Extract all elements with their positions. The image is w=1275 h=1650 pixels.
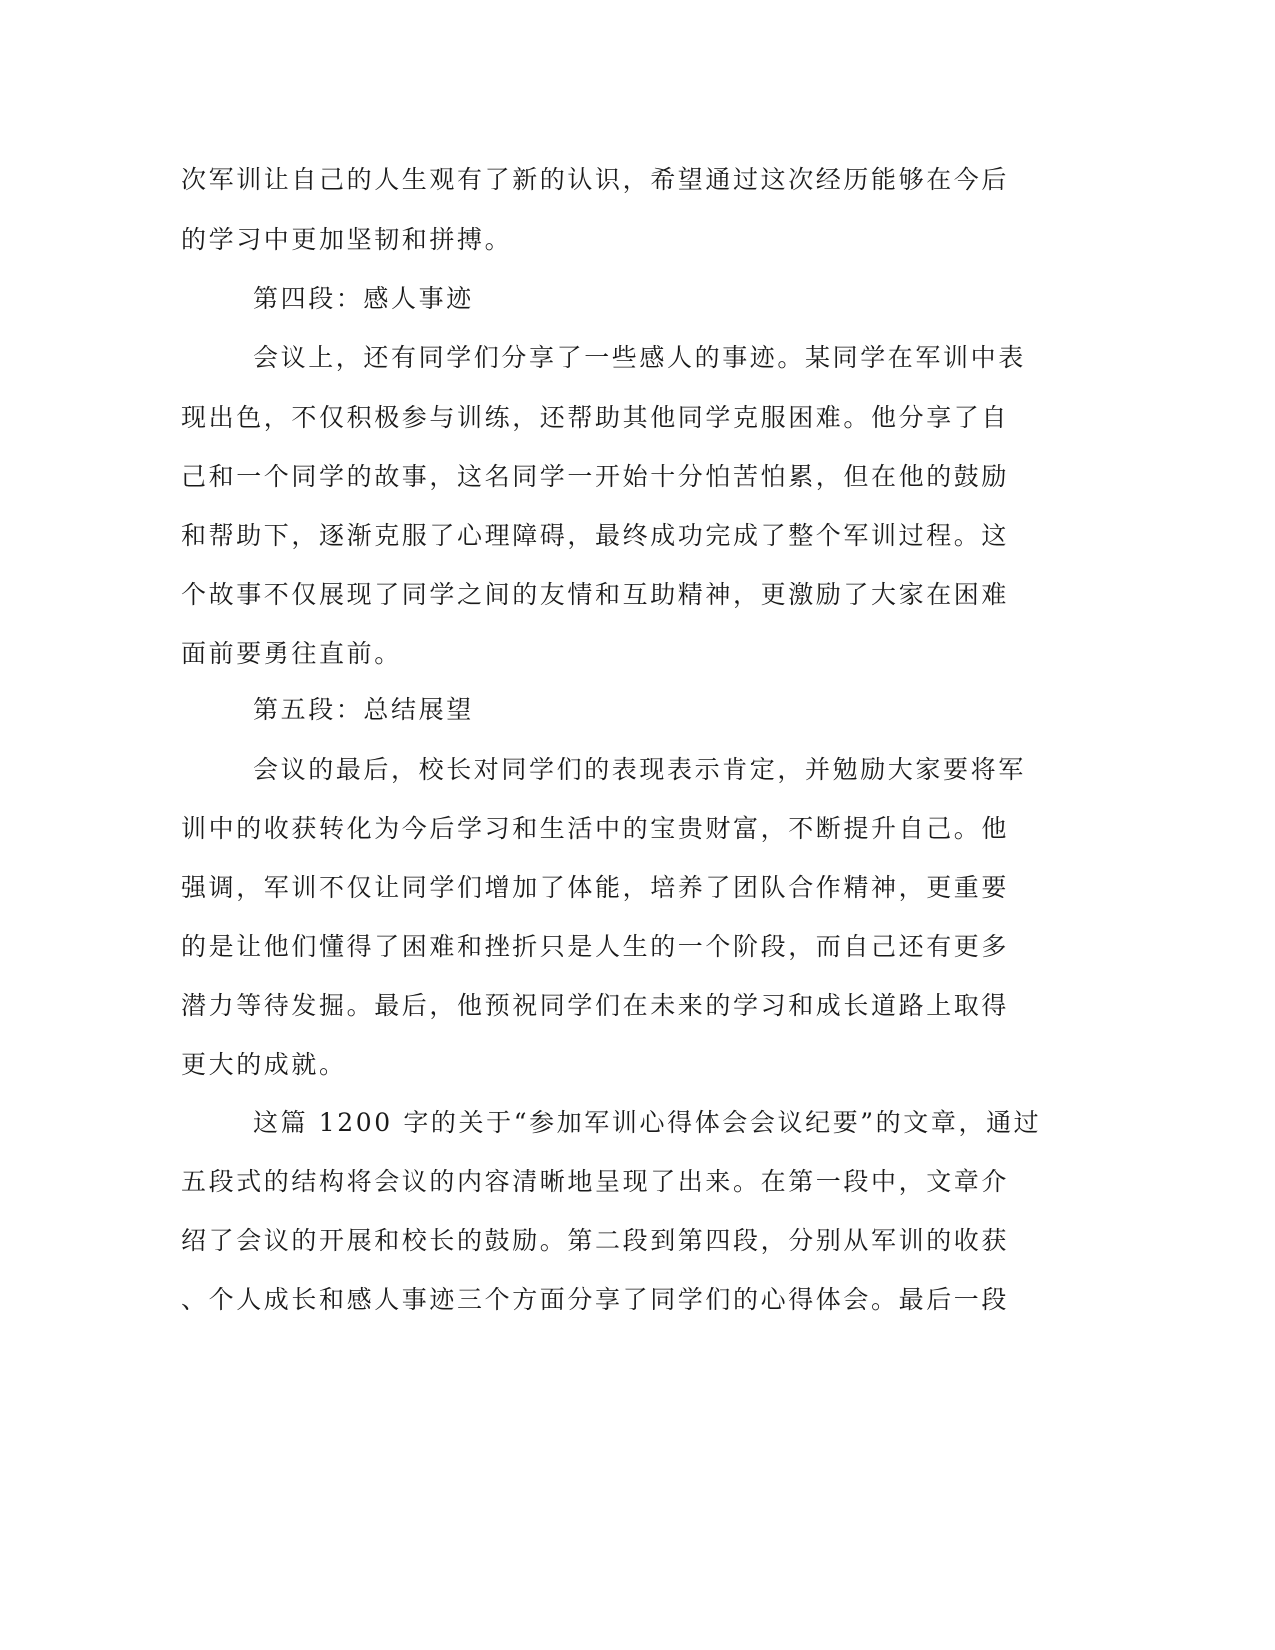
text-line: 会议的最后，校长对同学们的表现表示肯定，并勉励大家要将军	[253, 755, 1026, 784]
text-line: 、个人成长和感人事迹三个方面分享了同学们的心得体会。最后一段	[181, 1285, 1010, 1314]
text-line: 更大的成就。	[181, 1050, 347, 1079]
text-line: 的学习中更加坚韧和拼搏。	[181, 225, 513, 254]
text-line: 的是让他们懂得了困难和挫折只是人生的一个阶段，而自己还有更多	[181, 932, 1010, 961]
text-line: 现出色，不仅积极参与训练，还帮助其他同学克服困难。他分享了自	[181, 403, 1010, 432]
text-line: 强调，军训不仅让同学们增加了体能，培养了团队合作精神，更重要	[181, 873, 1010, 902]
text-line: 个故事不仅展现了同学之间的友情和互助精神，更激励了大家在困难	[181, 580, 1010, 609]
text-line: 五段式的结构将会议的内容清晰地呈现了出来。在第一段中，文章介	[181, 1167, 1010, 1196]
text-line: 次军训让自己的人生观有了新的认识，希望通过这次经历能够在今后	[181, 165, 1010, 194]
section-heading: 第四段：感人事迹	[253, 284, 474, 313]
text-line: 这篇 1200 字的关于“参加军训心得体会会议纪要”的文章，通过	[253, 1108, 1042, 1137]
text-line: 训中的收获转化为今后学习和生活中的宝贵财富，不断提升自己。他	[181, 814, 1010, 843]
section-heading: 第五段：总结展望	[253, 695, 474, 724]
text-line: 会议上，还有同学们分享了一些感人的事迹。某同学在军训中表	[253, 343, 1026, 372]
text-line: 潜力等待发掘。最后，他预祝同学们在未来的学习和成长道路上取得	[181, 991, 1010, 1020]
text-line: 绍了会议的开展和校长的鼓励。第二段到第四段，分别从军训的收获	[181, 1226, 1010, 1255]
text-line: 面前要勇往直前。	[181, 639, 402, 668]
text-line: 己和一个同学的故事，这名同学一开始十分怕苦怕累，但在他的鼓励	[181, 462, 1010, 491]
text-line: 和帮助下，逐渐克服了心理障碍，最终成功完成了整个军训过程。这	[181, 521, 1010, 550]
